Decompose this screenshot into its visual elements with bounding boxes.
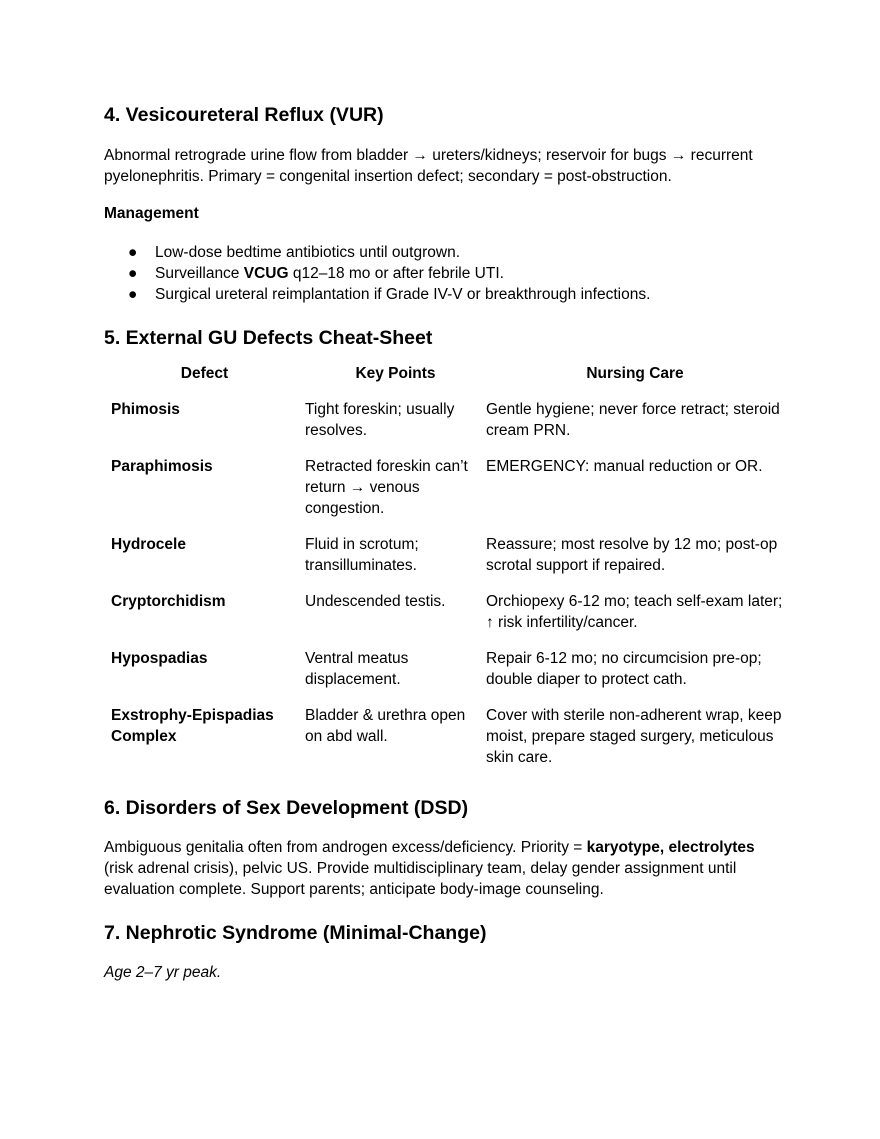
vur-heading: 4. Vesicoureteral Reflux (VUR) (104, 104, 384, 126)
table-row (104, 456, 784, 534)
dsd-priority-terms: karyotype, electrolytes (586, 839, 755, 856)
table-row (104, 705, 784, 783)
key-points-cell: Ventral meatus displacement. (305, 650, 409, 688)
nursing-care-cell: Cover with sterile non-adherent wrap, keep moist, prepare staged surgery, meticulous skin care. (486, 707, 782, 766)
table-row (104, 399, 784, 456)
header-nursing-care: Nursing Care (586, 365, 684, 382)
nephrotic-note: Age 2–7 yr peak. (104, 964, 222, 981)
nursing-care-cell: Reassure; most resolve by 12 mo; post-op scrotal support if repaired. (486, 536, 778, 574)
nephrotic-heading: 7. Nephrotic Syndrome (Minimal-Change) (104, 922, 487, 944)
defect-cell: Cryptorchidism (111, 593, 226, 610)
nursing-care-cell: Repair 6-12 mo; no circumcision pre-op; double diaper to protect cath. (486, 650, 762, 688)
vcug-term: VCUG (243, 265, 289, 282)
defect-cell: Exstrophy-Epispadias Complex (111, 707, 274, 745)
nursing-care-cell: Orchiopexy 6-12 mo; teach self-exam later; ↑ risk infertility/cancer. (486, 593, 783, 631)
header-defect: Defect (180, 365, 229, 382)
dsd-paragraph: Ambiguous genitalia often from androgen excess/deficiency. Priority = karyotype, electrolytes (risk adrenal crisis), pelvic US. Provide multidisciplinary team, delay gender assignment until evaluation complete. Support parents; anticipate body-image counseling. (104, 839, 755, 898)
defect-cell: Hydrocele (111, 536, 186, 553)
defect-cell: Paraphimosis (111, 458, 213, 475)
key-points-cell: Bladder & urethra open on abd wall. (305, 707, 466, 745)
bullet-icon: ● (128, 244, 138, 261)
vur-description: Abnormal retrograde urine flow from bladder → ureters/kidneys; reservoir for bugs → recurrent pyelonephritis. Primary = congenital insertion defect; secondary = post-obstruction. (104, 147, 753, 185)
nursing-care-cell: Gentle hygiene; never force retract; steroid cream PRN. (486, 401, 780, 439)
list-item: ● Surveillance VCUG q12–18 mo or after febrile UTI. (128, 265, 504, 282)
bullet-icon: ● (128, 286, 138, 303)
management-list (104, 242, 650, 305)
key-points-cell: Retracted foreskin can’t return → venous congestion. (305, 458, 468, 517)
gu-defects-table (104, 363, 784, 783)
key-points-cell: Tight foreskin; usually resolves. (305, 401, 455, 439)
dsd-heading: 6. Disorders of Sex Development (DSD) (104, 797, 469, 819)
table-row (104, 591, 784, 648)
key-points-cell: Fluid in scrotum; transilluminates. (305, 536, 419, 574)
table-header-row (104, 363, 784, 399)
defect-cell: Phimosis (111, 401, 180, 418)
defect-cell: Hypospadias (111, 650, 208, 667)
header-key-points: Key Points (355, 365, 436, 382)
management-heading: Management (104, 205, 199, 222)
key-points-cell: Undescended testis. (305, 593, 446, 610)
list-item: ● Surgical ureteral reimplantation if Grade IV-V or breakthrough infections. (128, 286, 651, 303)
bullet-icon: ● (128, 265, 138, 282)
table-row (104, 648, 784, 705)
gu-heading: 5. External GU Defects Cheat-Sheet (104, 327, 433, 349)
nursing-care-cell: EMERGENCY: manual reduction or OR. (486, 458, 763, 475)
table-row (104, 534, 784, 591)
list-item: ● Low-dose bedtime antibiotics until outgrown. (128, 244, 461, 261)
